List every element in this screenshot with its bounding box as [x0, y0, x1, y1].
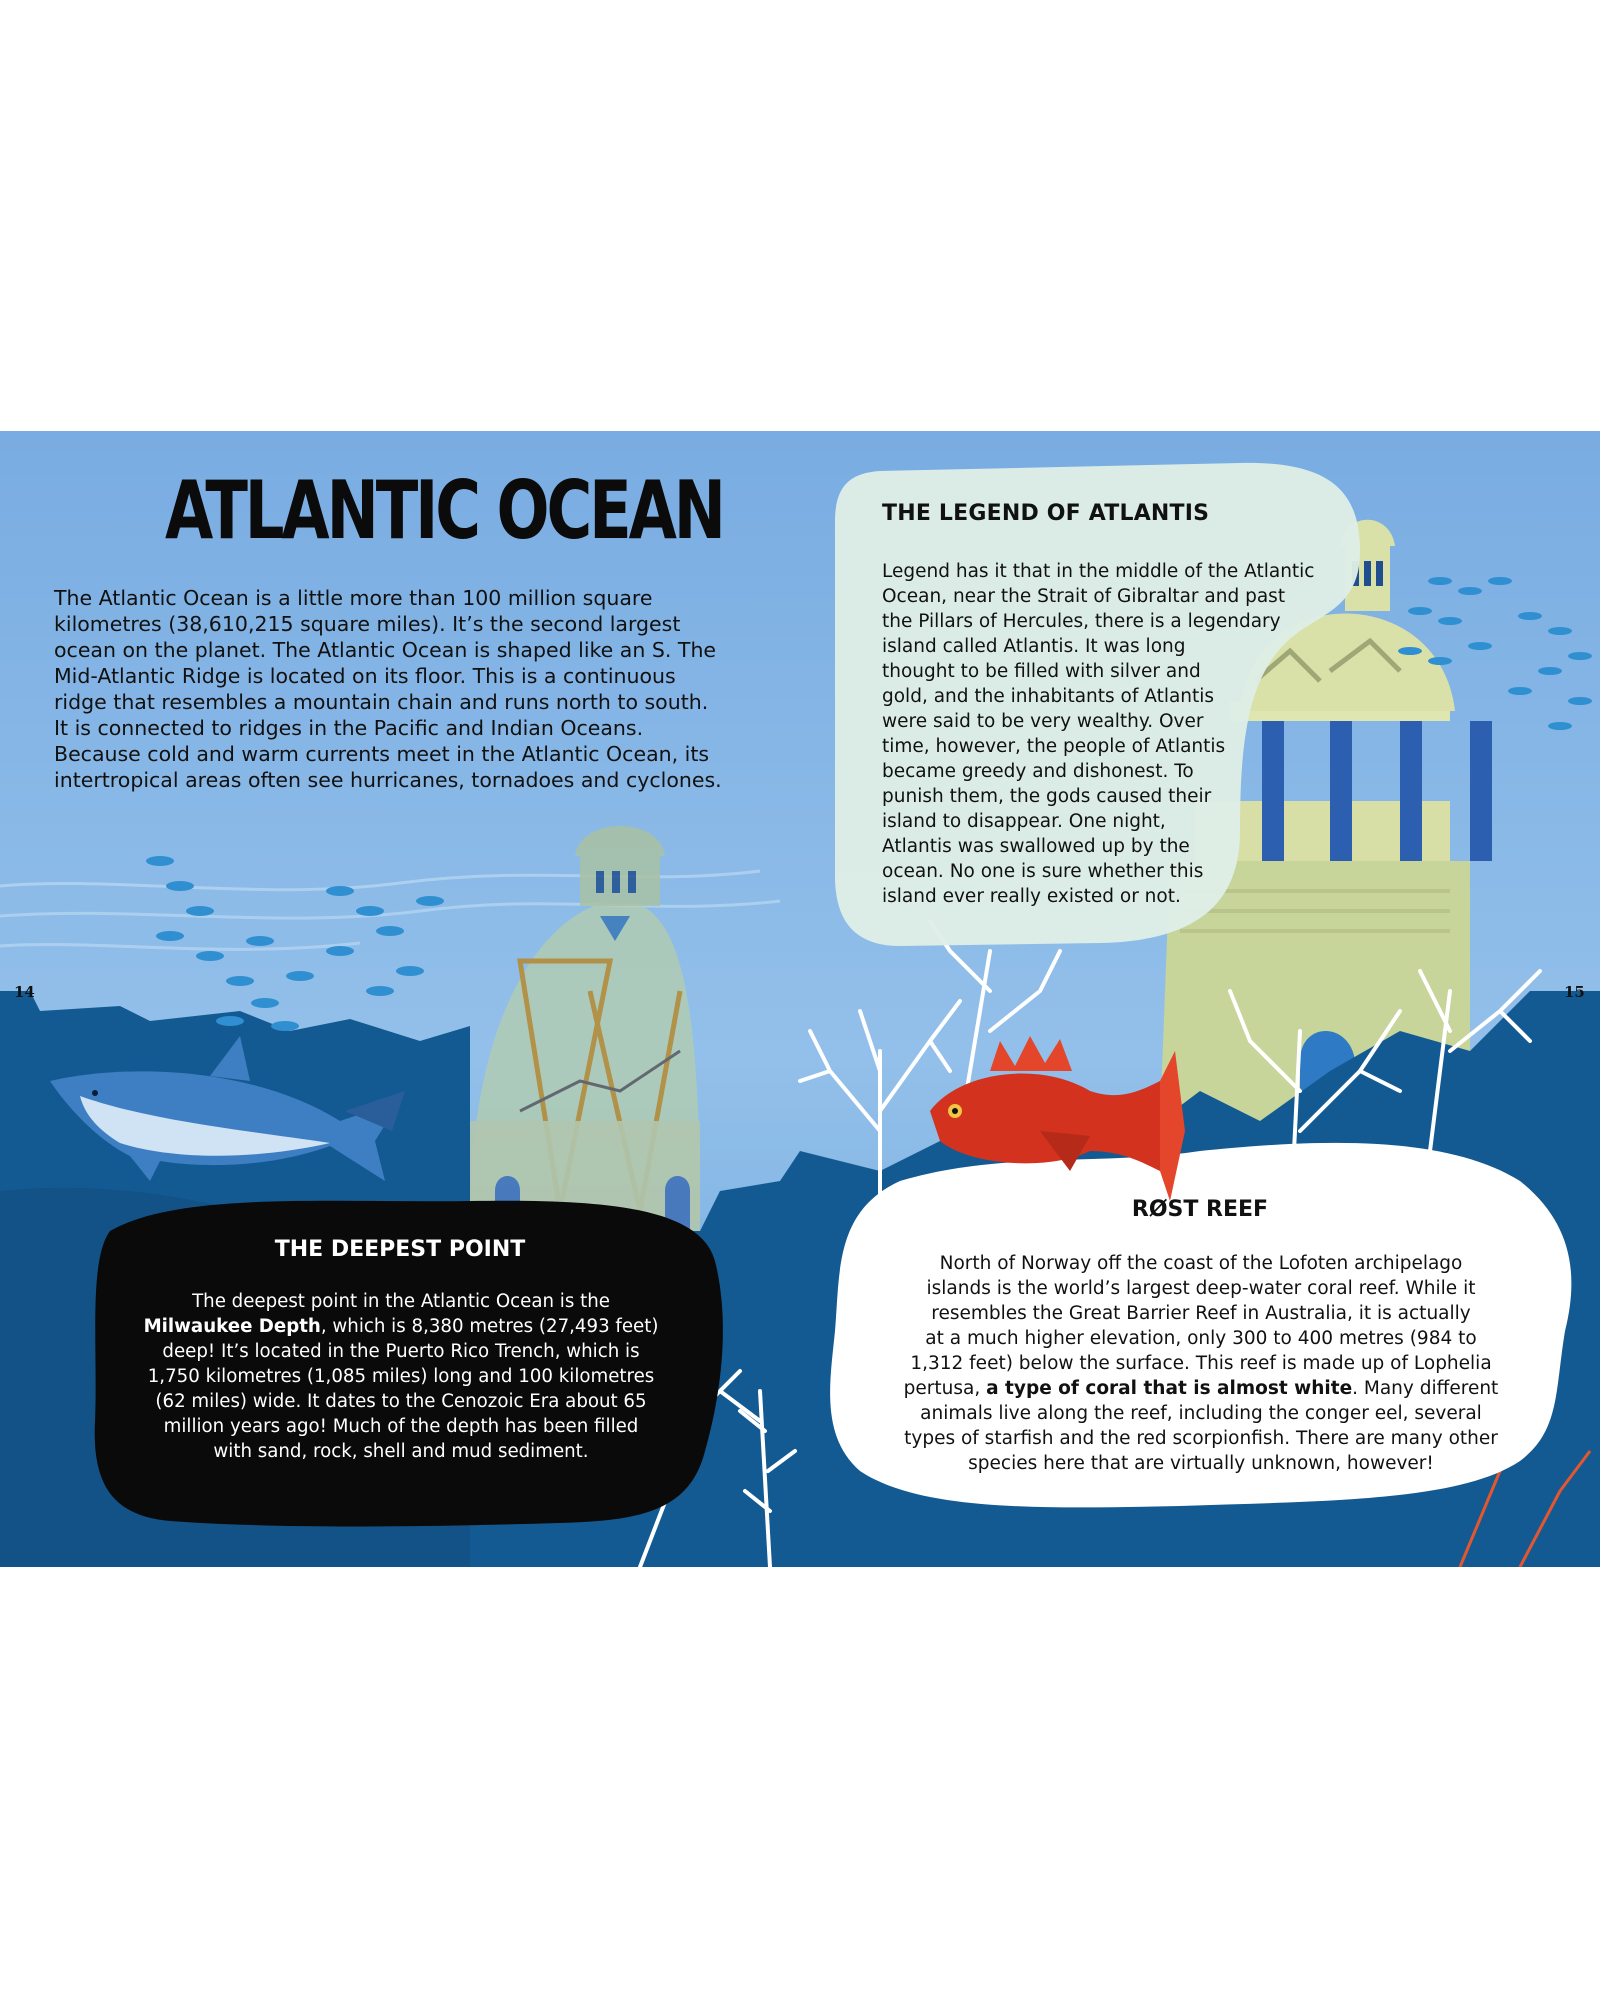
intro-line: Mid-Atlantic Ridge is located on its floor. This is a continuous	[54, 664, 676, 688]
intro-line: It is connected to ridges in the Pacific and Indian Oceans.	[54, 716, 644, 740]
reef-line	[880, 1376, 1522, 1401]
reef-line: North of Norway off the coast of the Lofoten archipelago	[939, 1253, 1463, 1274]
reef-line: resembles the Great Barrier Reef in Australia, it is actually	[931, 1303, 1471, 1324]
reef-line: species here that are virtually unknown, however!	[968, 1453, 1434, 1474]
milwaukee-depth-term: Milwaukee Depth	[143, 1316, 321, 1337]
deepest-line: deep! It’s located in the Puerto Rico Trench, which is	[162, 1341, 640, 1362]
legend-line: the Pillars of Hercules, there is a legendary	[882, 611, 1281, 632]
legend-line: were said to be very wealthy. Over	[882, 711, 1204, 732]
deepest-line: with sand, rock, shell and mud sediment.	[213, 1441, 589, 1462]
legend-line: became greedy and dishonest. To	[882, 761, 1194, 782]
book-spread	[0, 431, 1600, 1567]
intro-line: The Atlantic Ocean is a little more than 100 million square	[54, 586, 653, 610]
legend-line: Ocean, near the Strait of Gibraltar and past	[882, 586, 1286, 607]
legend-paragraph	[882, 559, 1322, 909]
deepest-line: million years ago! Much of the depth has been filled	[163, 1416, 639, 1437]
page-number-right: 15	[1564, 983, 1585, 1001]
reef-line: islands is the world’s largest deep-water coral reef. While it	[926, 1278, 1476, 1299]
reef-line: at a much higher elevation, only 300 to 400 metres (984 to	[925, 1328, 1477, 1349]
intro-line: kilometres (38,610,215 square miles). It’s the second largest	[54, 612, 681, 636]
reef-line: types of starfish and the red scorpionfish. There are many other	[904, 1428, 1498, 1449]
reef-heading: RØST REEF	[1131, 1197, 1269, 1222]
reef-line: animals live along the reef, including the conger eel, several	[920, 1403, 1482, 1424]
intro-paragraph	[54, 585, 754, 793]
legend-line: punish them, the gods caused their	[882, 786, 1212, 807]
page-title: ATLANTIC OCEAN	[165, 464, 723, 557]
deepest-line	[122, 1314, 680, 1339]
legend-line: island called Atlantis. It was long	[882, 636, 1186, 657]
legend-heading: THE LEGEND OF ATLANTIS	[882, 501, 1210, 526]
deepest-line: (62 miles) wide. It dates to the Cenozoic Era about 65	[155, 1391, 647, 1412]
page-number-left: 14	[14, 983, 35, 1001]
legend-line: Legend has it that in the middle of the Atlantic	[882, 561, 1315, 582]
intro-line: Because cold and warm currents meet in the Atlantic Ocean, its	[54, 742, 710, 766]
intro-line: ridge that resembles a mountain chain and runs north to south.	[54, 690, 709, 714]
legend-line: Atlantis was swallowed up by the	[882, 836, 1190, 857]
intro-line: ocean on the planet. The Atlantic Ocean is shaped like an S. The	[54, 638, 717, 662]
deepest-line-rest: , which is 8,380 metres (27,493 feet)	[320, 1316, 659, 1337]
legend-line: ocean. No one is sure whether this	[882, 861, 1204, 882]
deepest-line: 1,750 kilometres (1,085 miles) long and 100 kilometres	[147, 1366, 655, 1387]
legend-line: island ever really existed or not.	[882, 886, 1181, 907]
legend-line: island to disappear. One night,	[882, 811, 1166, 832]
legend-line: time, however, the people of Atlantis	[882, 736, 1226, 757]
reef-line: 1,312 feet) below the surface. This reef is made up of Lophelia	[910, 1353, 1492, 1374]
coral-white-term: a type of coral that is almost white	[986, 1378, 1353, 1399]
deepest-line: The deepest point in the Atlantic Ocean is the	[192, 1291, 610, 1312]
reef-line-end: . Many different	[1352, 1378, 1499, 1399]
intro-line: intertropical areas often see hurricanes, tornadoes and cyclones.	[54, 768, 722, 792]
legend-line: gold, and the inhabitants of Atlantis	[882, 686, 1215, 707]
reef-paragraph	[880, 1251, 1522, 1476]
legend-line: thought to be filled with silver and	[882, 661, 1201, 682]
reef-line-start: pertusa,	[903, 1378, 987, 1399]
deepest-heading: THE DEEPEST POINT	[274, 1237, 526, 1262]
deepest-paragraph	[122, 1289, 680, 1464]
